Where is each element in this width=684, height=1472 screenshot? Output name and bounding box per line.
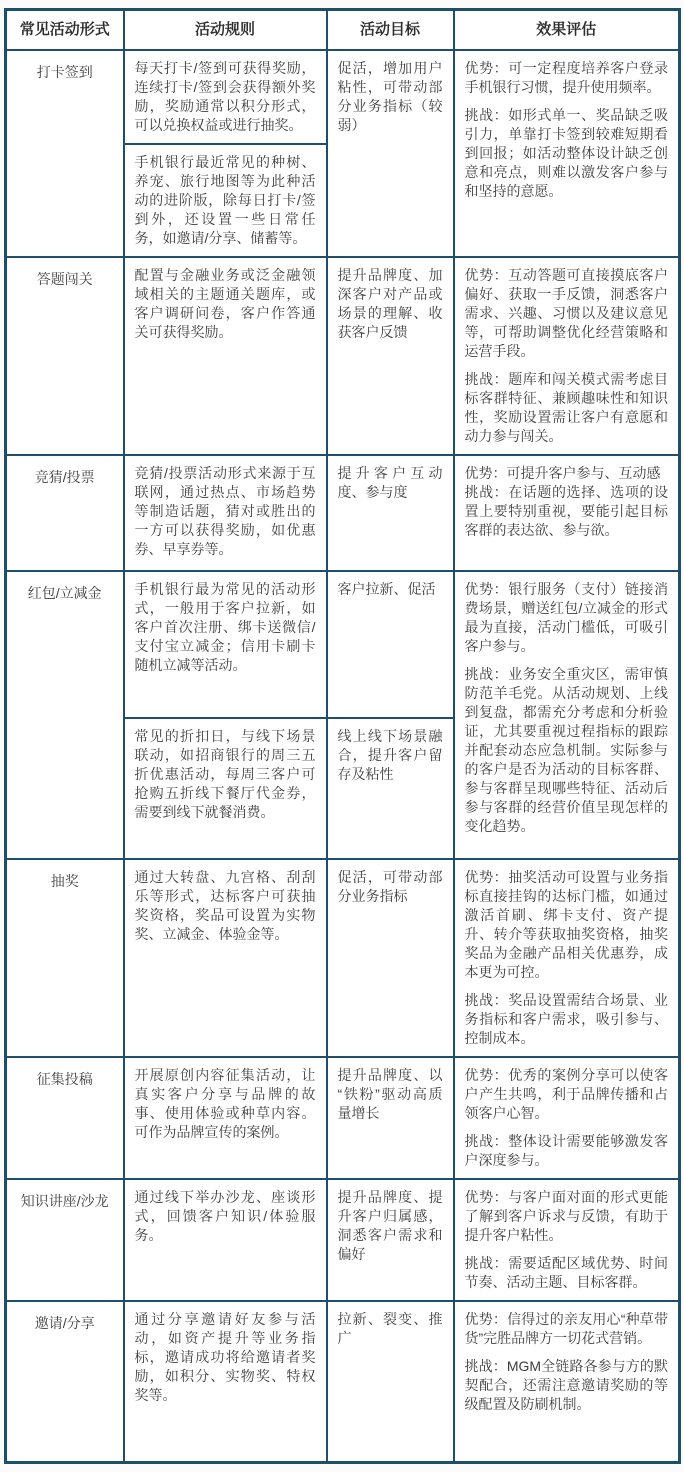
activity-form-cell: 抽奖 xyxy=(6,859,124,1057)
activity-goal-cell: 提升品牌度、加深客户对产品或场景的理解、收获客户反馈 xyxy=(327,257,454,455)
activity-rules-cell: 手机银行最为常见的活动形式，一般用于客户拉新，如客户首次注册、绑卡送微信/支付宝立减金；信用卡刷卡随机立减等活动。 xyxy=(124,571,327,718)
effect-evaluation-cell xyxy=(454,1179,680,1301)
activity-table xyxy=(4,8,681,1464)
activity-goal-cell: 客户拉新、促活 xyxy=(327,571,454,718)
table-row xyxy=(6,1179,680,1301)
activity-rules-cell: 常见的折扣日，与线下场景联动，如招商银行的周三五折优惠活动，每周三客户可抢购五折线下餐厅代金券，需要到线下就餐消费。 xyxy=(124,718,327,859)
activity-rules-cell: 配置与金融业务或泛金融领域相关的主题通关题库，或客户调研问卷，客户作答通关可获得奖励。 xyxy=(124,257,327,455)
effect-evaluation-cell xyxy=(454,455,680,571)
evaluation-paragraph: 优势：可一定程度培养客户登录手机银行习惯，提升使用频率。 xyxy=(464,59,668,95)
activity-goal-cell: 线上线下场景融合，提升客户留存及粘性 xyxy=(327,718,454,859)
effect-evaluation-cell xyxy=(454,571,680,859)
activity-goal-cell: 提升客户互动度、参与度 xyxy=(327,455,454,571)
col-header-activity-goal: 活动目标 xyxy=(327,10,454,50)
table-row xyxy=(6,1057,680,1179)
col-header-activity-rules: 活动规则 xyxy=(124,10,327,50)
effect-evaluation-cell xyxy=(454,257,680,455)
activity-form-cell: 竞猜/投票 xyxy=(6,455,124,571)
effect-evaluation-cell xyxy=(454,1057,680,1179)
effect-evaluation-cell xyxy=(454,859,680,1057)
effect-evaluation-cell xyxy=(454,50,680,257)
table-header xyxy=(6,10,680,50)
activity-rules-cell: 手机银行最近常见的种树、养宠、旅行地图等为此种活动的进阶版，除每日打卡/签到外，还设置一些日常任务，如邀请/分享、储蓄等。 xyxy=(124,144,327,257)
evaluation-paragraph: 优势：可提升客户参与、互动感 xyxy=(464,464,661,481)
evaluation-paragraph: 挑战：需要适配区域优势、时间节奏、活动主题、目标客群。 xyxy=(464,1254,668,1290)
col-header-activity-form: 常见活动形式 xyxy=(6,10,124,50)
evaluation-paragraph: 挑战：MGM全链路各参与方的默契配合，还需注意邀请奖励的等级配置及防刷机制。 xyxy=(464,1357,668,1412)
activity-rules-cell: 通过线下举办沙龙、座谈形式，回馈客户知识/体验服务。 xyxy=(124,1179,327,1301)
activity-form-cell: 答题闯关 xyxy=(6,257,124,455)
activity-form-cell: 知识讲座/沙龙 xyxy=(6,1179,124,1301)
col-header-effect-evaluation: 效果评估 xyxy=(454,10,680,50)
activity-form-cell: 征集投稿 xyxy=(6,1057,124,1179)
evaluation-paragraph: 挑战：整体设计需要能够激发客户深度参与。 xyxy=(464,1132,668,1168)
evaluation-paragraph: 挑战：如形式单一、奖品缺乏吸引力，单靠打卡签到较难短期看到回报；如活动整体设计缺乏创意和亮点，则难以激发客户参与和坚持的意愿。 xyxy=(464,106,668,199)
activity-form-cell: 红包/立减金 xyxy=(6,571,124,859)
evaluation-paragraph: 优势：银行服务（支付）链接消费场景，赠送红包/立减金的形式最为直接，活动门槛低，可吸引客户参与。 xyxy=(464,580,668,654)
activity-goal-cell: 拉新、裂变、推广 xyxy=(327,1301,454,1463)
activity-goal-cell: 促活，可带动部分业务指标 xyxy=(327,859,454,1057)
activity-rules-cell: 开展原创内容征集活动，让真实客户分享与品牌的故事、使用体验或种草内容。可作为品牌宣传的案例。 xyxy=(124,1057,327,1179)
table-row xyxy=(6,455,680,571)
activity-goal-cell: 提升品牌度、以“铁粉”驱动高质量增长 xyxy=(327,1057,454,1179)
table-row xyxy=(6,571,680,718)
activity-form-cell: 邀请/分享 xyxy=(6,1301,124,1463)
evaluation-paragraph: 挑战：题库和闯关模式需考虑目标客群特征、兼顾趣味性和知识性，奖励设置需让客户有意愿和动力参与闯关。 xyxy=(464,370,668,444)
evaluation-paragraph: 挑战：在话题的选择、选项的设置上要特别重视，要能引起目标客群的表达欲、参与欲。 xyxy=(464,483,668,538)
activity-goal-cell: 提升品牌度、提升客户归属感，洞悉客户需求和偏好 xyxy=(327,1179,454,1301)
evaluation-paragraph: 优势：信得过的亲友用心“种草带货”完胜品牌方一切花式营销。 xyxy=(464,1310,668,1346)
table-body xyxy=(6,50,680,1463)
evaluation-paragraph: 优势：抽奖活动可设置与业务指标直接挂钩的达标门槛，如通过激活首刷、绑卡支付、资产提升、转介等获取抽奖资格，抽奖奖品为金融产品相关优惠券，成本更为可控。 xyxy=(464,868,668,980)
evaluation-paragraph: 挑战：奖品设置需结合场景、业务指标和客户需求，吸引参与、控制成本。 xyxy=(464,991,668,1046)
table-row xyxy=(6,50,680,144)
table-row xyxy=(6,1301,680,1463)
table-row xyxy=(6,859,680,1057)
table-row xyxy=(6,257,680,455)
evaluation-paragraph: 优势：与客户面对面的形式更能了解到客户诉求与反馈，有助于提升客户粘性。 xyxy=(464,1188,668,1243)
evaluation-paragraph: 优势：优秀的案例分享可以使客户产生共鸣，利于品牌传播和占领客户心智。 xyxy=(464,1066,668,1121)
header-row xyxy=(6,10,680,50)
activity-form-cell: 打卡签到 xyxy=(6,50,124,257)
effect-evaluation-cell xyxy=(454,1301,680,1463)
activity-goal-cell: 促活，增加用户粘性，可带动部分业务指标（较弱） xyxy=(327,50,454,257)
activity-rules-cell: 竞猜/投票活动形式来源于互联网，通过热点、市场趋势等制造话题，猜对或胜出的一方可以获得奖励，如优惠券、早享券等。 xyxy=(124,455,327,571)
activity-rules-cell: 通过大转盘、九宫格、刮刮乐等形式，达标客户可获抽奖资格，奖品可设置为实物奖、立减金、体验金等。 xyxy=(124,859,327,1057)
activity-rules-cell: 通过分享邀请好友参与活动，如资产提升等业务指标，邀请成功将给邀请者奖励，如积分、实物奖、特权奖等。 xyxy=(124,1301,327,1463)
evaluation-paragraph: 挑战：业务安全重灾区，需审慎防范羊毛党。从活动规划、上线到复盘，都需充分考虑和分析验证，尤其要重视过程指标的跟踪并配套动态应急机制。实际参与的客户是否为活动的目标客群、参与客群呈现哪些特征、活动后参与客群的经营价值呈现怎样的变化趋势。 xyxy=(464,665,668,834)
evaluation-paragraph: 优势：互动答题可直接摸底客户偏好、获取一手反馈，洞悉客户需求、兴趣、习惯以及建议意见等，可帮助调整优化经营策略和运营手段。 xyxy=(464,266,668,359)
activity-rules-cell: 每天打卡/签到可获得奖励，连续打卡/签到会获得额外奖励，奖励通常以积分形式，可以兑换权益或进行抽奖。 xyxy=(124,50,327,144)
